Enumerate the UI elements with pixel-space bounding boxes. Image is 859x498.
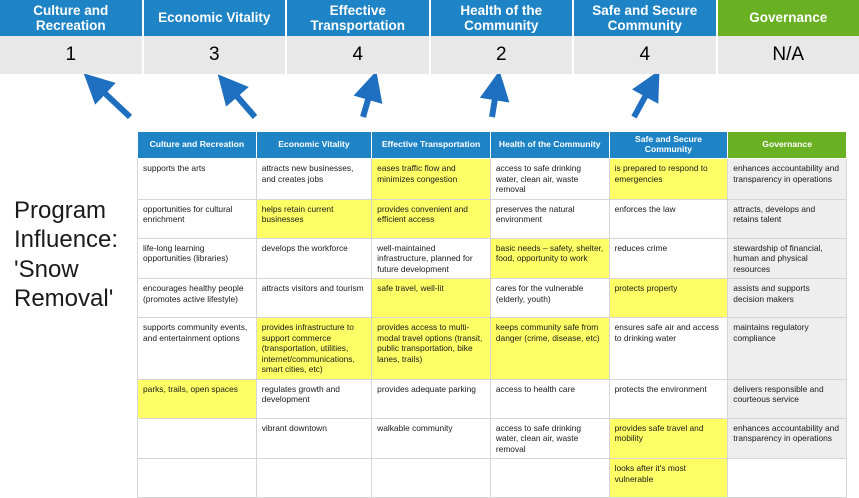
matrix-cell: looks after it's most vulnerable bbox=[609, 459, 728, 498]
table-row bbox=[138, 318, 847, 380]
arrow-icon-transportation bbox=[363, 86, 372, 117]
matrix-cell: provides safe travel and mobility bbox=[609, 418, 728, 459]
matrix-cell: keeps community safe from danger (crime, disease, etc) bbox=[490, 318, 609, 380]
matrix-cell: access to safe drinking water, clean air, waste removal bbox=[490, 418, 609, 459]
score-culture-and-recreation: 1 bbox=[0, 36, 144, 74]
matrix-cell: protects property bbox=[609, 279, 728, 318]
matrix-cell bbox=[138, 418, 257, 459]
matrix-cell: attracts, develops and retains talent bbox=[728, 199, 847, 238]
matrix-cell: stewardship of financial, human and physical resources bbox=[728, 238, 847, 279]
matrix-cell bbox=[256, 459, 371, 498]
matrix-cell: safe travel, well-lit bbox=[372, 279, 491, 318]
score-governance: N/A bbox=[718, 36, 859, 74]
header-cell-effective-transportation: Effective Transportation bbox=[287, 0, 431, 36]
matrix-cell: helps retain current businesses bbox=[256, 199, 371, 238]
matrix-cell: eases traffic flow and minimizes congestion bbox=[372, 159, 491, 200]
table-row bbox=[138, 159, 847, 200]
matrix-cell: access to safe drinking water, clean air, waste removal bbox=[490, 159, 609, 200]
matrix-cell: assists and supports decision makers bbox=[728, 279, 847, 318]
table-row bbox=[138, 418, 847, 459]
score-values-row bbox=[0, 36, 859, 74]
matrix-cell: walkable community bbox=[372, 418, 491, 459]
matrix-cell: vibrant downtown bbox=[256, 418, 371, 459]
matrix-cell: supports the arts bbox=[138, 159, 257, 200]
matrix-cell: is prepared to respond to emergencies bbox=[609, 159, 728, 200]
influence-matrix bbox=[137, 131, 847, 498]
score-effective-transportation: 4 bbox=[287, 36, 431, 74]
matrix-header-economic-vitality: Economic Vitality bbox=[256, 132, 371, 159]
table-row bbox=[138, 238, 847, 279]
matrix-cell: delivers responsible and courteous service bbox=[728, 379, 847, 418]
matrix-cell: opportunities for cultural enrichment bbox=[138, 199, 257, 238]
matrix-cell: provides convenient and efficient access bbox=[372, 199, 491, 238]
matrix-cell: regulates growth and development bbox=[256, 379, 371, 418]
matrix-cell: protects the environment bbox=[609, 379, 728, 418]
matrix-cell: basic needs – safety, shelter, food, opportunity to work bbox=[490, 238, 609, 279]
header-cell-safe-and-secure-community: Safe and Secure Community bbox=[574, 0, 718, 36]
matrix-cell: encourages healthy people (promotes active lifestyle) bbox=[138, 279, 257, 318]
header-cell-culture-and-recreation: Culture and Recreation bbox=[0, 0, 144, 36]
matrix-cell: provides adequate parking bbox=[372, 379, 491, 418]
matrix-cell: enforces the law bbox=[609, 199, 728, 238]
matrix-header-governance: Governance bbox=[728, 132, 847, 159]
score-safe-and-secure-community: 4 bbox=[574, 36, 718, 74]
matrix-cell bbox=[372, 459, 491, 498]
header-cell-governance: Governance bbox=[718, 0, 859, 36]
score-health-of-the-community: 2 bbox=[431, 36, 575, 74]
matrix-cell: parks, trails, open spaces bbox=[138, 379, 257, 418]
arrow-icon-economic bbox=[228, 86, 255, 117]
matrix-body bbox=[138, 159, 847, 498]
table-row bbox=[138, 279, 847, 318]
table-row bbox=[138, 459, 847, 498]
matrix-cell: provides access to multi-modal travel options (transit, public transportation, bike lanes, trails) bbox=[372, 318, 491, 380]
arrow-icon-safe-secure bbox=[634, 84, 652, 117]
matrix-cell: enhances accountability and transparency in operations bbox=[728, 418, 847, 459]
matrix-cell: reduces crime bbox=[609, 238, 728, 279]
matrix-cell: cares for the vulnerable (elderly, youth) bbox=[490, 279, 609, 318]
table-row bbox=[138, 379, 847, 418]
page-title: Program Influence: 'Snow Removal' bbox=[14, 196, 134, 313]
matrix-cell: attracts new businesses, and creates jobs bbox=[256, 159, 371, 200]
matrix-header-culture-and-recreation: Culture and Recreation bbox=[138, 132, 257, 159]
matrix-header-effective-transportation: Effective Transportation bbox=[372, 132, 491, 159]
matrix-cell: preserves the natural environment bbox=[490, 199, 609, 238]
matrix-header-health-of-the-community: Health of the Community bbox=[490, 132, 609, 159]
table-row bbox=[138, 199, 847, 238]
matrix-cell: enhances accountability and transparency in operations bbox=[728, 159, 847, 200]
matrix-cell: supports community events, and entertainment options bbox=[138, 318, 257, 380]
score-economic-vitality: 3 bbox=[144, 36, 288, 74]
matrix-cell: develops the workforce bbox=[256, 238, 371, 279]
arrow-icon-culture bbox=[95, 84, 130, 117]
matrix-header-row bbox=[138, 132, 847, 159]
matrix-cell: well-maintained infrastructure, planned for future development bbox=[372, 238, 491, 279]
arrow-icon-health bbox=[492, 86, 497, 117]
matrix-cell: attracts visitors and tourism bbox=[256, 279, 371, 318]
score-header-band bbox=[0, 0, 859, 36]
matrix-cell: provides infrastructure to support commerce (transportation, utilities, internet/communications, smart cities, etc) bbox=[256, 318, 371, 380]
matrix-cell bbox=[490, 459, 609, 498]
header-cell-economic-vitality: Economic Vitality bbox=[144, 0, 288, 36]
matrix-cell: ensures safe air and access to drinking water bbox=[609, 318, 728, 380]
matrix-cell bbox=[728, 459, 847, 498]
header-cell-health-of-the-community: Health of the Community bbox=[431, 0, 575, 36]
matrix-cell bbox=[138, 459, 257, 498]
matrix-cell: access to health care bbox=[490, 379, 609, 418]
matrix-cell: maintains regulatory compliance bbox=[728, 318, 847, 380]
matrix-cell: life-long learning opportunities (libraries) bbox=[138, 238, 257, 279]
matrix-header-safe-and-secure-community: Safe and Secure Community bbox=[609, 132, 728, 159]
arrow-group bbox=[0, 74, 859, 134]
